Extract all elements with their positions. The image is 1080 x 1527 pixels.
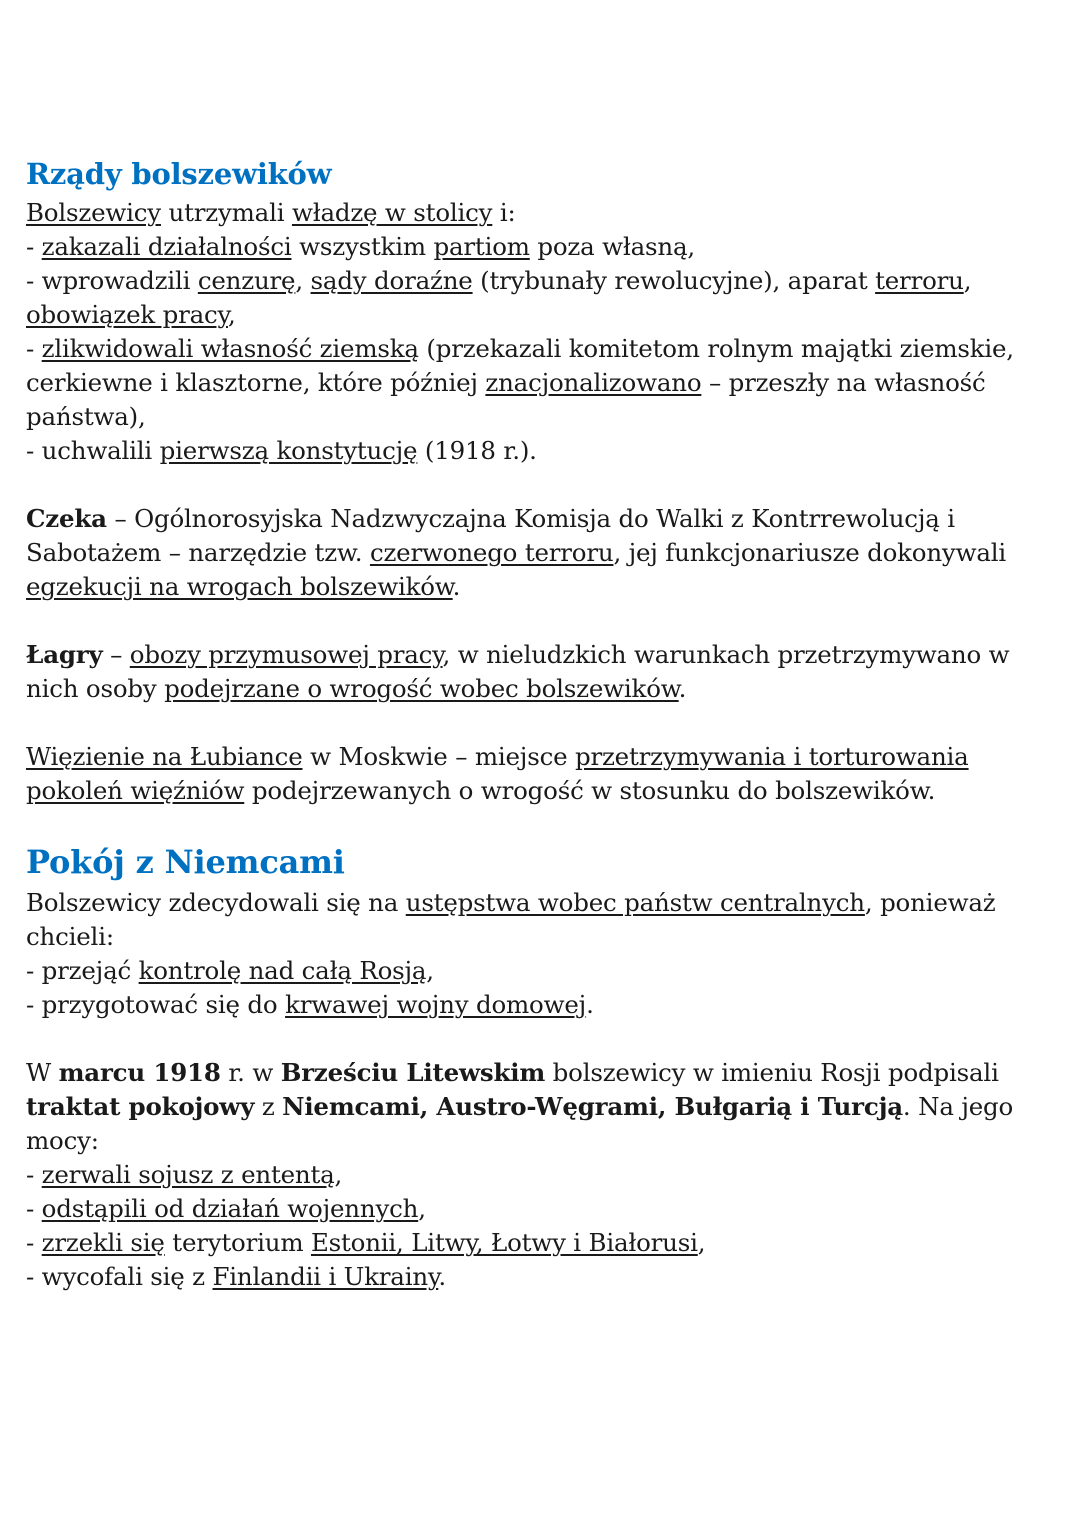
text: .	[586, 990, 594, 1019]
text: – Ogólnorosyjska Nadzwyczajna Komisja do Walki z Kontrrewolucją i Sabotażem – narzędzie tzw.	[26, 504, 955, 567]
text: i:	[492, 198, 516, 227]
underlined-term: odstąpili od działań wojennych	[41, 1194, 419, 1223]
text: ,	[426, 956, 434, 985]
dash: -	[26, 1262, 42, 1291]
lagry-definition	[26, 638, 1066, 706]
text: przejąć	[41, 956, 139, 985]
text: terytorium	[164, 1228, 311, 1257]
underlined-term: cenzurę	[197, 266, 296, 295]
underlined-term: zakazali działalności	[41, 232, 292, 261]
dash: -	[26, 956, 42, 985]
text: –	[102, 640, 130, 669]
text: przygotować się do	[41, 990, 286, 1019]
treaty-paragraph	[26, 1056, 1066, 1158]
list-item	[26, 264, 1066, 332]
list-item	[26, 1158, 1066, 1192]
text: ,	[418, 1194, 426, 1223]
bold-term: marcu 1918	[58, 1058, 221, 1087]
list-item	[26, 1260, 1066, 1294]
underlined-term: przetrzymywania i torturowania pokoleń więźniów	[26, 742, 969, 805]
text: ,	[295, 266, 311, 295]
list-item	[26, 1192, 1066, 1226]
dash: -	[26, 1194, 42, 1223]
underlined-term: władzę w stolicy	[291, 198, 493, 227]
underlined-term: terroru	[875, 266, 964, 295]
bold-term: Czeka	[26, 504, 107, 533]
underlined-term: partiom	[433, 232, 530, 261]
list-item	[26, 332, 1066, 434]
text: .	[678, 674, 687, 703]
text: . Na jego mocy:	[26, 1092, 1014, 1155]
underlined-term: krwawej wojny domowej	[285, 990, 587, 1019]
dash: -	[26, 334, 42, 363]
underlined-term: pierwszą konstytucję	[159, 436, 418, 465]
text: (1918 r.).	[417, 436, 537, 465]
spacer	[26, 468, 1066, 502]
underlined-term: Finlandii i Ukrainy	[212, 1262, 439, 1291]
text: w Moskwie – miejsce	[302, 742, 575, 771]
document-page	[26, 152, 1066, 1294]
spacer	[26, 808, 1066, 838]
spacer	[26, 604, 1066, 638]
heading-rzady-bolszewikow: Rządy bolszewików	[26, 157, 332, 191]
czeka-definition	[26, 502, 1066, 604]
underlined-term: obowiązek pracy	[26, 300, 228, 329]
underlined-term: zerwali sojusz z ententą	[41, 1160, 335, 1189]
text: ,	[963, 266, 972, 295]
underlined-term: ustępstwa wobec państw centralnych	[405, 888, 865, 917]
dash: -	[26, 1228, 42, 1257]
text: ,	[334, 1160, 343, 1189]
bold-term: Łagry	[26, 640, 103, 669]
underlined-term: zrzekli się	[41, 1228, 165, 1257]
underlined-term: Bolszewicy	[26, 198, 161, 227]
heading-pokoj-z-niemcami: Pokój z Niemcami	[26, 843, 345, 881]
text: wycofali się z	[41, 1262, 213, 1291]
underlined-term: podejrzane o wrogość wobec bolszewików	[164, 674, 679, 703]
text: , w nieludzkich warunkach przetrzymywano w nich osoby	[26, 640, 1010, 703]
lubianka-definition	[26, 740, 1066, 808]
list-item	[26, 988, 1066, 1022]
list-item	[26, 954, 1066, 988]
underlined-term: znacjonalizowano	[485, 368, 702, 397]
spacer	[26, 1022, 1066, 1056]
underlined-term: egzekucji na wrogach bolszewików	[26, 572, 453, 601]
text: poza własną,	[529, 232, 695, 261]
text: uchwalili	[41, 436, 160, 465]
text: utrzymali	[160, 198, 292, 227]
dash: -	[26, 232, 42, 261]
text: podejrzewanych o wrogość w stosunku do bolszewików.	[244, 776, 936, 805]
text: .	[438, 1262, 446, 1291]
section1-intro	[26, 196, 1066, 230]
spacer	[26, 706, 1066, 740]
text: – przeszły na własność państwa),	[26, 368, 986, 431]
list-item	[26, 1226, 1066, 1260]
text: wprowadzili	[41, 266, 198, 295]
text: .	[452, 572, 461, 601]
dash: -	[26, 436, 42, 465]
section2-intro	[26, 886, 1066, 954]
text: (trybunały rewolucyjne), aparat	[472, 266, 876, 295]
text: wszystkim	[291, 232, 434, 261]
text: , ponieważ chcieli:	[26, 888, 996, 951]
text: , jej funkcjonariusze dokonywali	[613, 538, 1007, 567]
text: z	[254, 1092, 283, 1121]
text: (przekazali komitetom rolnym majątki ziemskie, cerkiewne i klasztorne, które później	[26, 334, 1014, 397]
underlined-term: Estonii, Litwy, Łotwy i Białorusi	[310, 1228, 698, 1257]
underlined-term: zlikwidowali własność ziemską	[41, 334, 419, 363]
dash: -	[26, 990, 42, 1019]
underlined-term: Więzienie na Łubiance	[26, 742, 303, 771]
underlined-term: czerwonego terroru	[369, 538, 614, 567]
bold-term: Brześciu Litewskim	[280, 1058, 546, 1087]
underlined-term: sądy doraźne	[310, 266, 473, 295]
underlined-term: kontrolę nad całą Rosją	[138, 956, 427, 985]
text: ,	[227, 300, 236, 329]
text: bolszewicy w imieniu Rosji podpisali	[545, 1058, 999, 1087]
dash: -	[26, 1160, 42, 1189]
text: Bolszewicy zdecydowali się na	[26, 888, 406, 917]
text: ,	[697, 1228, 706, 1257]
bold-term: traktat pokojowy	[26, 1092, 255, 1121]
bold-term: Niemcami, Austro-Węgrami, Bułgarią i Turcją	[282, 1092, 903, 1121]
text: r. w	[220, 1058, 281, 1087]
list-item	[26, 230, 1066, 264]
dash: -	[26, 266, 42, 295]
text: W	[26, 1058, 59, 1087]
list-item	[26, 434, 1066, 468]
underlined-term: obozy przymusowej pracy	[129, 640, 443, 669]
